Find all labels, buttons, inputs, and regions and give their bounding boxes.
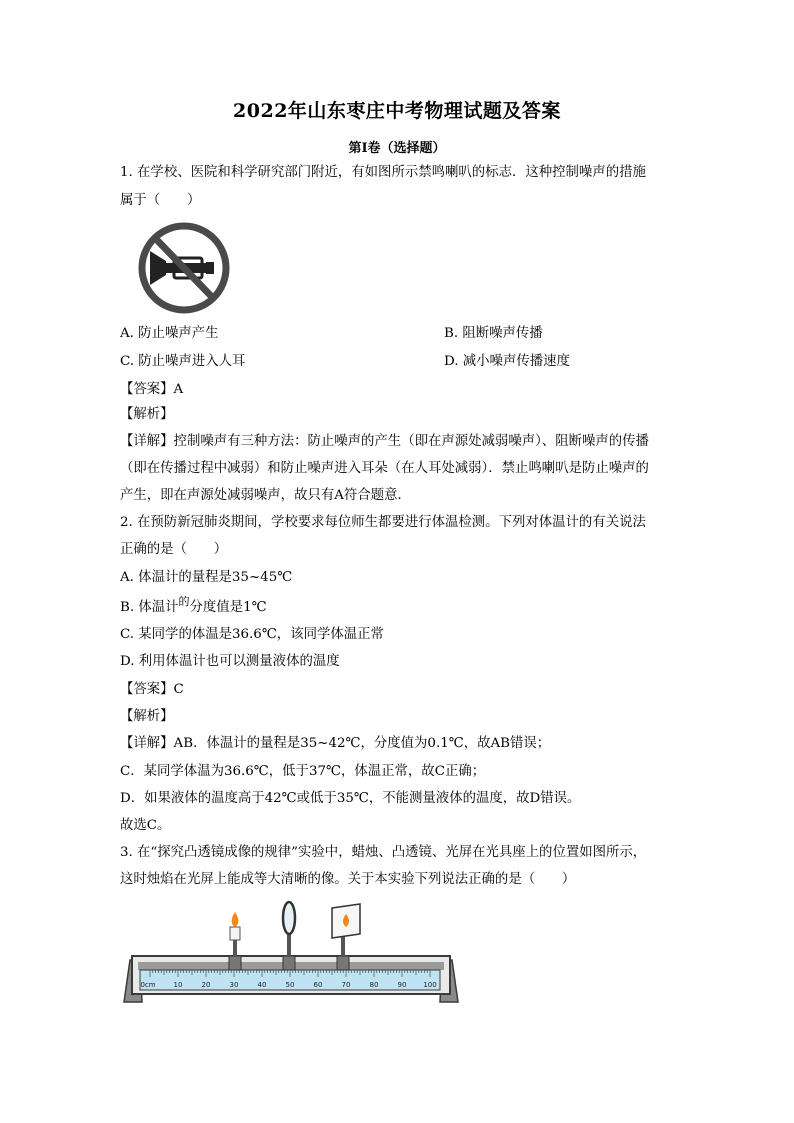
scale-label: 100 bbox=[423, 981, 437, 989]
q1-stem-line2: 属于（ ） bbox=[120, 193, 201, 208]
q2-detail-line1: 【详解】AB．体温计的量程是35~42℃，分度值为0.1℃，故AB错误； bbox=[120, 736, 551, 751]
q1-stem-line1: 1. 在学校、医院和科学研究部门附近，有如图所示禁鸣喇叭的标志．这种控制噪声的措施 bbox=[120, 165, 646, 180]
scale-label: 80 bbox=[369, 981, 379, 989]
q2-detail-line2: C．某同学体温为36.6℃，低于37℃，体温正常，故C正确； bbox=[120, 764, 486, 779]
q3-stem-line2: 这时烛焰在光屏上能成等大清晰的像。关于本实验下列说法正确的是（ ） bbox=[120, 872, 576, 887]
q2-stem-line2: 正确的是（ ） bbox=[120, 542, 228, 557]
q1-detail-line1: 【详解】控制噪声有三种方法：防止噪声的产生（即在声源处减弱噪声）、阻断噪声的传播 bbox=[120, 434, 649, 449]
q2-option-b bbox=[120, 595, 680, 618]
optical-bench-figure bbox=[120, 900, 465, 1012]
q1-detail-line2: （即在传播过程中减弱）和防止噪声进入耳朵（在人耳处减弱）．禁止鸣喇叭是防止噪声的 bbox=[120, 461, 649, 476]
scale-label: 60 bbox=[313, 981, 323, 989]
q3-stem-line1: 3. 在“探究凸透镜成像的规律”实验中，蜡烛、凸透镜、光屏在光具座上的位置如图所示， bbox=[120, 845, 647, 860]
q1-answer: 【答案】A bbox=[120, 382, 184, 397]
scale-label: 40 bbox=[257, 981, 267, 989]
convex-lens bbox=[283, 902, 295, 970]
q2-detail-line3: D．如果液体的温度高于42℃或低于35℃，不能测量液体的温度，故D错误。 bbox=[120, 791, 581, 806]
page-title: 2022年山东枣庄中考物理试题及答案 bbox=[233, 100, 561, 122]
q2-answer: 【答案】C bbox=[120, 682, 184, 697]
q2-analysis-label: 【解析】 bbox=[120, 709, 174, 724]
section-title: 第Ⅰ卷（选择题） bbox=[348, 141, 446, 156]
q2-option-b-part2: 分度值是1℃ bbox=[189, 600, 267, 615]
q2-stem-line1: 2. 在预防新冠肺炎期间，学校要求每位师生都要进行体温检测。下列对体温计的有关说法 bbox=[120, 515, 646, 530]
q1-option-c: C. 防止噪声进入人耳 bbox=[120, 354, 246, 369]
q2-option-d: D. 利用体温计也可以测量液体的温度 bbox=[120, 654, 340, 669]
q2-option-b-part1: B. 体温计 bbox=[120, 600, 179, 615]
q2-option-a: A. 体温计的量程是35~45℃ bbox=[120, 570, 293, 585]
candle-holder bbox=[229, 912, 241, 970]
scale-label: 70 bbox=[341, 981, 351, 989]
q2-option-c: C. 某同学的体温是36.6℃，该同学体温正常 bbox=[120, 627, 384, 642]
candle bbox=[230, 927, 240, 940]
q1-analysis-label: 【解析】 bbox=[120, 407, 174, 422]
no-horn-sign-figure bbox=[134, 219, 234, 317]
q1-detail-line3: 产生，即在声源处减弱噪声，故只有A符合题意． bbox=[120, 488, 411, 503]
q1-option-b: B. 阻断噪声传播 bbox=[444, 326, 543, 341]
q2-option-b-sup: 的 bbox=[178, 595, 190, 608]
scale-label: 90 bbox=[397, 981, 407, 989]
scale-label: 10 bbox=[173, 981, 183, 989]
scale-label: 0cm bbox=[140, 981, 156, 989]
scale-label: 20 bbox=[201, 981, 211, 989]
scale-label: 30 bbox=[229, 981, 239, 989]
q1-option-a: A. 防止噪声产生 bbox=[120, 326, 219, 341]
candle-flame bbox=[232, 912, 239, 927]
scale-label: 50 bbox=[285, 981, 295, 989]
q2-conclusion: 故选C。 bbox=[120, 818, 171, 833]
q1-option-d: D. 减小噪声传播速度 bbox=[444, 354, 570, 369]
